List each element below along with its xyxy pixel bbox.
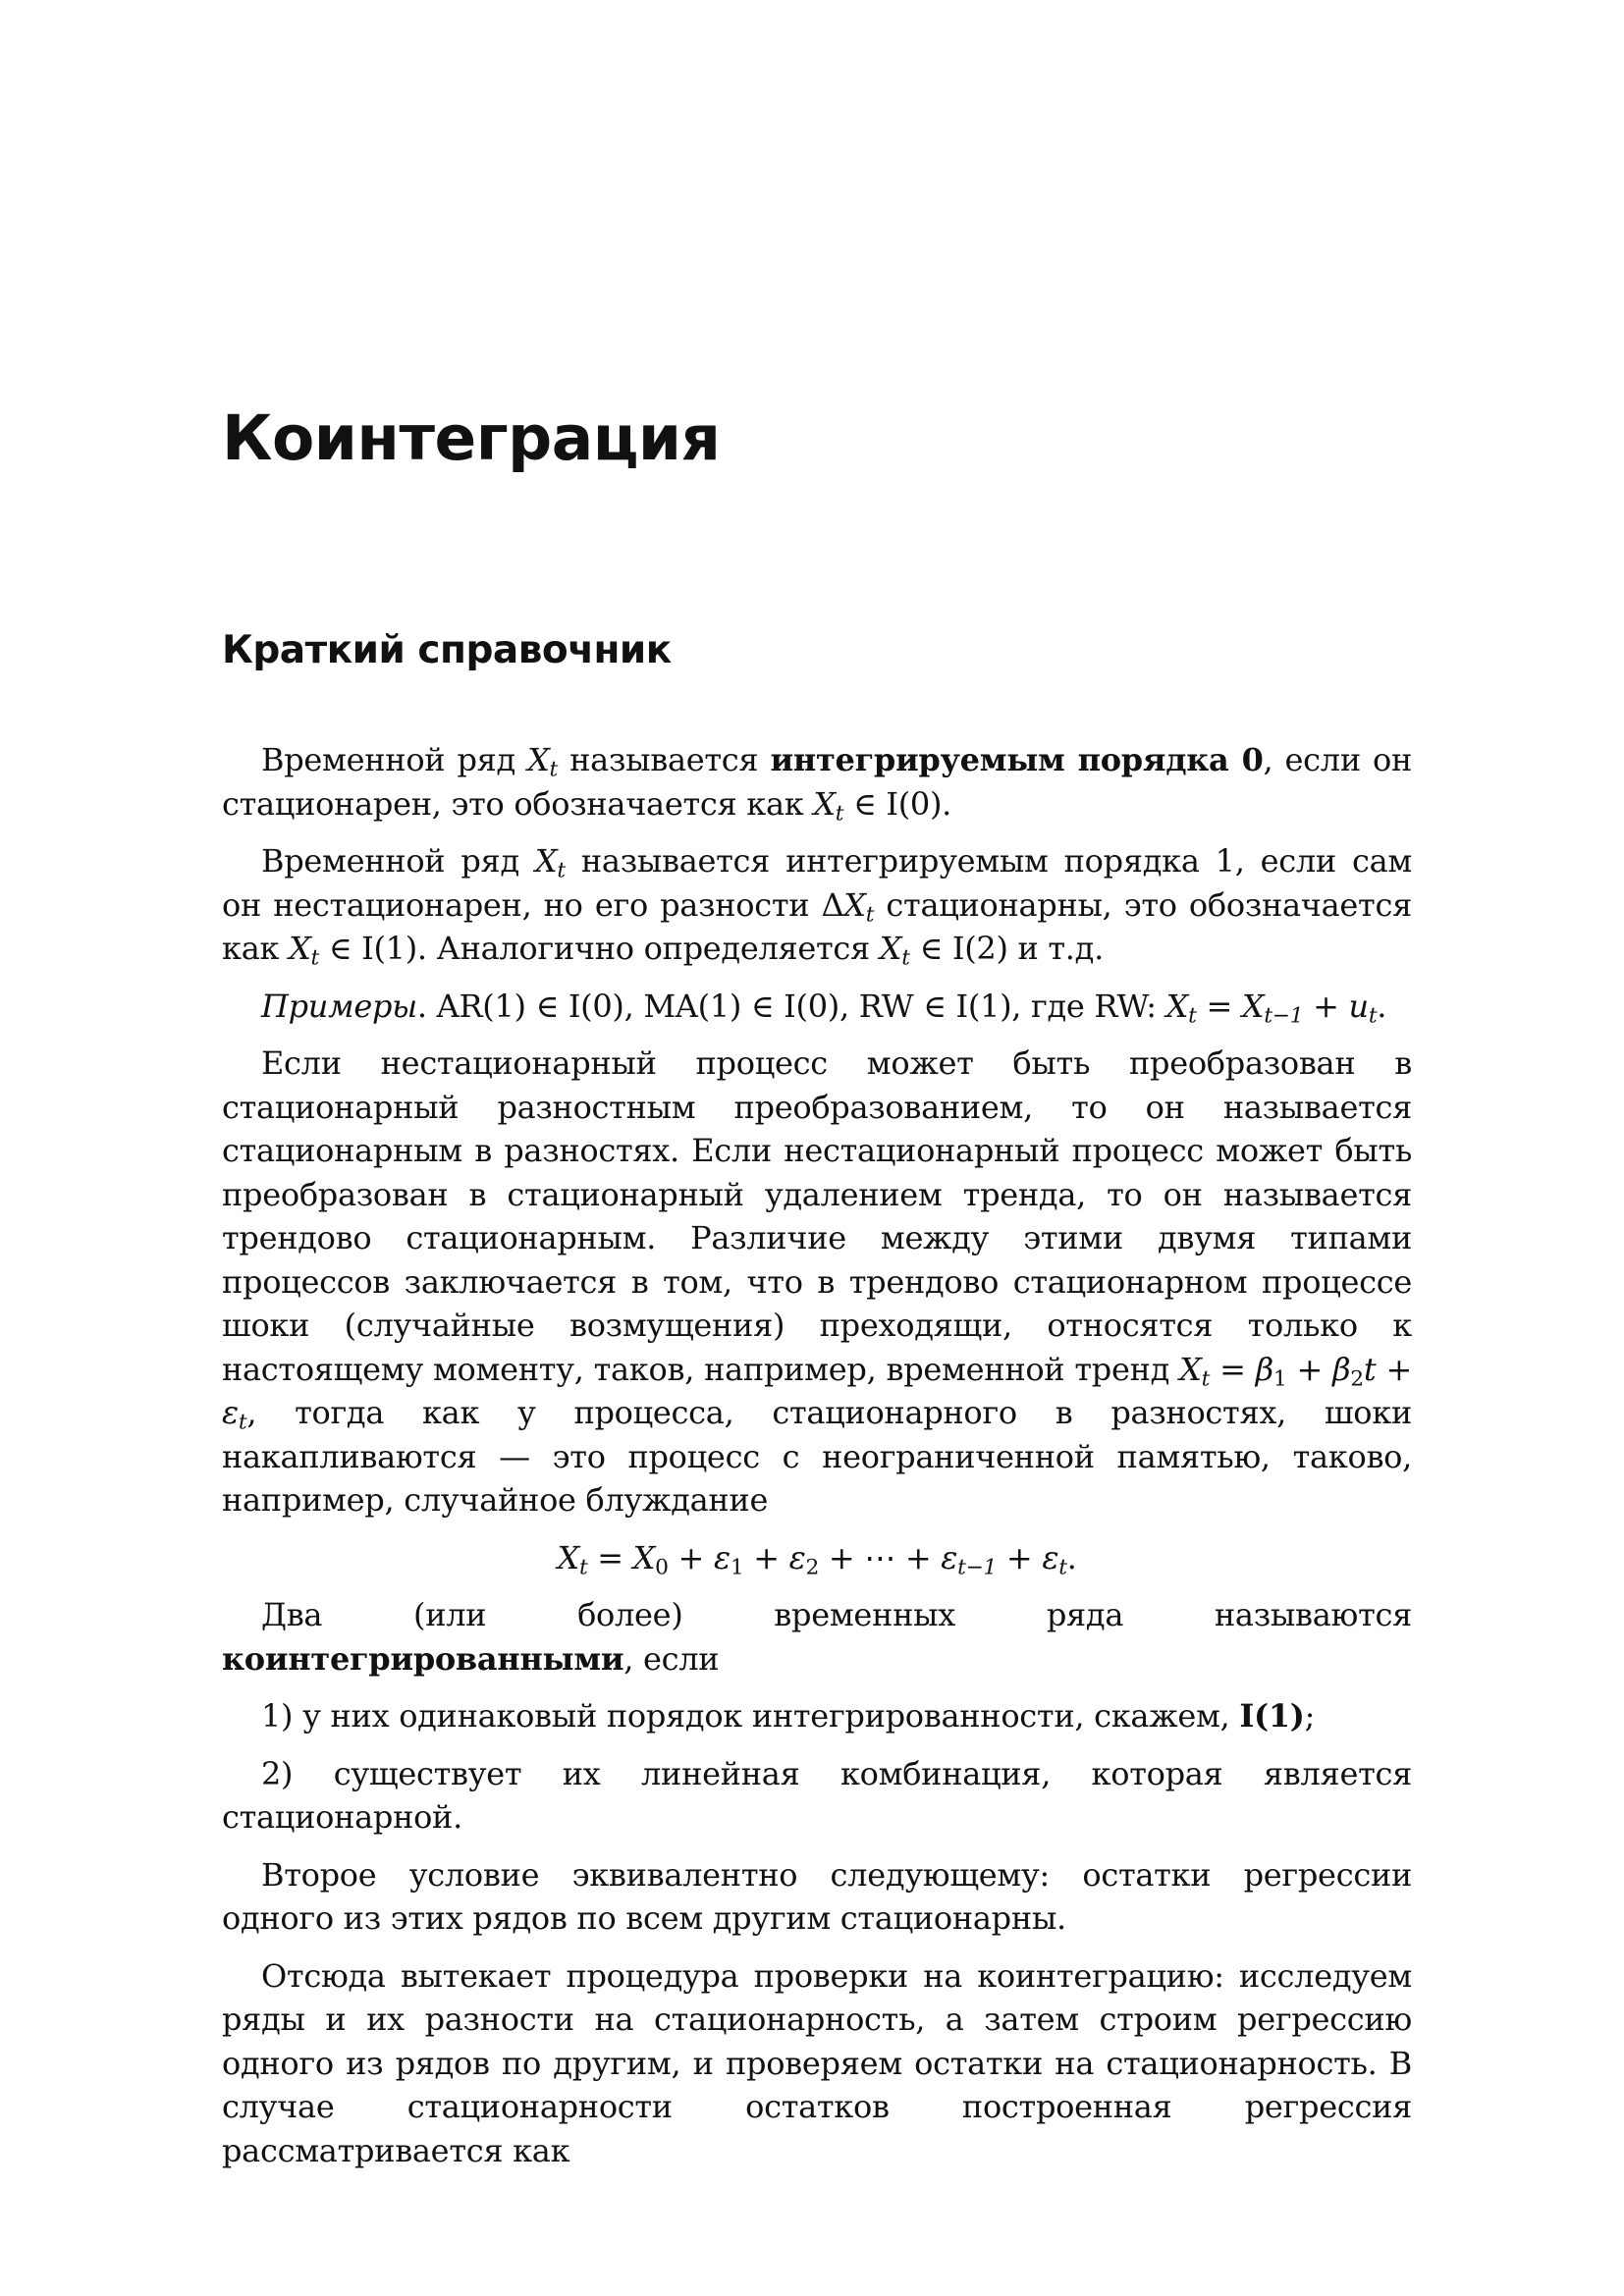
text-run: = xyxy=(1210,1350,1256,1388)
math-var: ε xyxy=(1042,1538,1059,1576)
math-var: ε xyxy=(222,1394,239,1431)
text-run: Если нестационарный процесс может быть преобразован в стационарный разностным преобразованием, то он называется стационарным в разностях. Если нестационарный процесс может быть преобразован в стационарный удалением тренда, то он называется трендово стационарным. Различие между этими двумя типами процессов заключается в том, что в трендово стационарном процессе шоки (случайные возмущения) преходящи, относятся только к настоящему моменту, таков, например, временной тренд xyxy=(222,1044,1412,1388)
paragraph-test-procedure: Отсюда вытекает процедура проверки на коинтеграцию: исследуем ряды и их разности на стационарность, а затем строим регрессию одного из рядов по другим, и проверяем остатки на стационарность. В случае стационарности остатков построенная регрессия рассматривается как xyxy=(222,1956,1412,2169)
math-var: X xyxy=(1165,987,1189,1025)
math-var: ε xyxy=(713,1538,731,1576)
math-sub: t xyxy=(835,800,844,826)
math-var: ε xyxy=(941,1538,958,1576)
math-var: t xyxy=(1363,1350,1377,1388)
paragraph-examples xyxy=(222,985,1412,1029)
text-run: + xyxy=(1286,1350,1333,1388)
bold-term: интегрируемым порядка 0 xyxy=(770,741,1264,778)
paragraph-integrated-order-0 xyxy=(222,738,1412,826)
text-run: ; xyxy=(1304,1697,1316,1735)
math-sub: 2 xyxy=(1350,1365,1364,1391)
math-var: X xyxy=(534,842,558,880)
math-var: X xyxy=(527,741,550,778)
math-sub: t xyxy=(1058,1554,1067,1579)
math-sub: t xyxy=(310,945,319,971)
body-text xyxy=(222,738,1412,2172)
math-var: u xyxy=(1348,987,1369,1025)
bold-term: I(1) xyxy=(1239,1697,1305,1735)
math-var: X xyxy=(813,784,836,823)
list-item-condition-2: 2) существует их линейная комбинация, которая является стационарной. xyxy=(222,1754,1412,1836)
math-sub: t xyxy=(865,901,875,927)
math-var: β xyxy=(1255,1350,1273,1388)
math-sub: t−1 xyxy=(1264,1002,1304,1028)
text-run: ∈ I(0). xyxy=(843,784,952,823)
math-sub: 2 xyxy=(805,1554,820,1579)
formula-random-walk xyxy=(222,1536,1412,1580)
math-sub: 1 xyxy=(1272,1365,1287,1391)
text-run: . AR(1) ∈ I(0), MA(1) ∈ I(0), RW ∈ I(1), где RW: xyxy=(416,987,1166,1025)
text-run: , тогда как у процесса, стационарного в разностях, шоки накапливаются — это процесс с неограниченной памятью, таково, например, случайное блуждание xyxy=(222,1394,1412,1519)
math-var: X xyxy=(843,885,866,924)
text-run: Временной ряд xyxy=(261,741,528,778)
math-var: X xyxy=(632,1538,656,1576)
math-var: X xyxy=(1241,987,1265,1025)
math-op: + xyxy=(743,1538,789,1576)
math-op: + xyxy=(997,1538,1043,1576)
paragraph-stationarity-types xyxy=(222,1041,1412,1522)
math-var: X xyxy=(879,930,902,967)
text-run: Временной ряд xyxy=(261,842,535,880)
math-var: X xyxy=(289,930,311,967)
math-sub: 0 xyxy=(655,1554,669,1579)
text-run: Два (или более) временных ряда называются xyxy=(261,1596,1412,1633)
paragraph-equivalent-condition: Второе условие эквивалентно следующему: остатки регрессии одного из этих рядов по всем другим стационарны. xyxy=(222,1855,1412,1937)
math-sub: t xyxy=(1368,1002,1378,1028)
list-item-condition-1 xyxy=(222,1694,1412,1738)
chapter-title: Коинтеграция xyxy=(222,402,721,474)
text-run: , если он стационарен, это обозначается как xyxy=(222,741,1412,823)
paragraph-cointegrated-definition xyxy=(222,1593,1412,1681)
text-run: 1) у них одинаковый порядок интегрированности, скажем, xyxy=(261,1697,1240,1735)
text-run: + xyxy=(1376,1350,1412,1388)
math-op: . xyxy=(1066,1538,1077,1576)
math-sub: 1 xyxy=(730,1554,744,1579)
text-run: называется xyxy=(558,741,771,778)
text-run: . xyxy=(1377,987,1387,1025)
text-run: ∈ I(2) и т.д. xyxy=(909,930,1104,967)
math-var: X xyxy=(557,1538,579,1576)
text-run: называется интегрируемым порядка 1, если сам он нестационарен, но его разности Δ xyxy=(222,842,1412,924)
text-run: стационарны, это обозначается как xyxy=(222,885,1412,967)
italic-label: Примеры xyxy=(261,987,417,1025)
math-var: X xyxy=(1179,1350,1202,1388)
math-sub: t xyxy=(578,1554,588,1579)
math-sub: t xyxy=(238,1410,247,1435)
math-op: + xyxy=(668,1538,714,1576)
math-sub: t xyxy=(901,945,910,971)
math-sub: t xyxy=(549,757,558,782)
math-sub: t−1 xyxy=(957,1554,998,1579)
text-run: ∈ I(1). Аналогично определяется xyxy=(319,930,880,967)
math-op: = xyxy=(587,1538,633,1576)
math-var: β xyxy=(1332,1350,1351,1388)
text-run: = xyxy=(1196,987,1242,1025)
bold-term: коинтегрированными xyxy=(222,1639,624,1678)
math-op: + ⋯ + xyxy=(819,1538,942,1576)
math-sub: t xyxy=(1188,1002,1197,1028)
section-title: Краткий справочник xyxy=(222,628,672,672)
math-var: ε xyxy=(788,1538,806,1576)
text-run: , если xyxy=(623,1639,720,1678)
text-run: + xyxy=(1303,987,1349,1025)
math-sub: t xyxy=(1201,1365,1211,1391)
paragraph-integrated-order-1 xyxy=(222,839,1412,971)
math-sub: t xyxy=(557,858,566,883)
